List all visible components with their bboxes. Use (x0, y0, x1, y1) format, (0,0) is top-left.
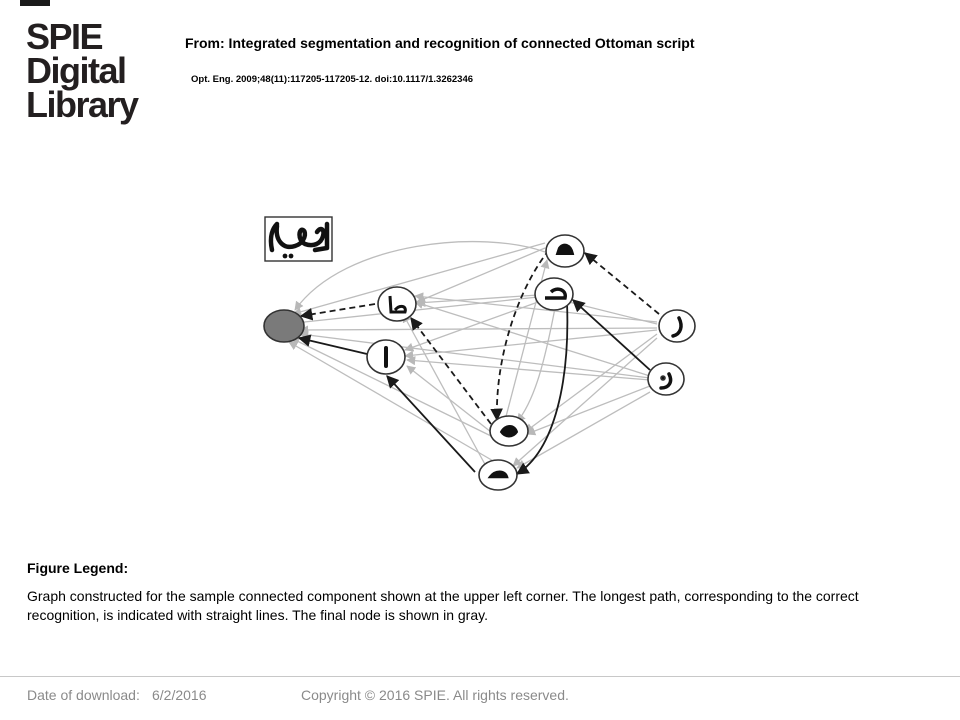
footer-divider (0, 676, 960, 677)
edge-gray (417, 248, 545, 302)
solid-edges (299, 300, 650, 474)
edge-solid (573, 300, 650, 370)
edge-dashed (585, 253, 659, 314)
edge-dashed (497, 250, 549, 420)
node (378, 287, 416, 321)
copyright-notice: Copyright © 2016 SPIE. All rights reserved. (301, 687, 569, 703)
edge-solid (517, 302, 567, 474)
node (535, 278, 573, 310)
corner-mark (20, 0, 50, 6)
figure-legend-heading: Figure Legend: (27, 560, 129, 576)
edge-gray (300, 334, 650, 378)
figure-caption: Graph constructed for the sample connected component shown at the upper left corner. The longest path, corresponding to the correct recognition, is indicated with straight lines. The final node is shown in gray. (27, 588, 859, 623)
final-node (264, 310, 304, 342)
download-date: 6/2/2016 (152, 687, 207, 703)
node (648, 363, 684, 395)
article-title: From: Integrated segmentation and recognition of connected Ottoman script (185, 35, 695, 51)
sample-component-inset (265, 217, 332, 261)
node (479, 460, 517, 490)
node (659, 310, 695, 342)
logo-line-2: Digital (26, 50, 126, 91)
edge-solid (387, 376, 475, 472)
logo-line-3: Library (26, 84, 138, 125)
edge-dashed (301, 304, 375, 316)
edge-solid (299, 338, 367, 354)
edge-gray (403, 314, 487, 468)
download-date-label: Date of download: (27, 687, 140, 703)
node (546, 235, 584, 267)
gray-edges (289, 242, 657, 468)
article-citation: Opt. Eng. 2009;48(11):117205-117205-12. doi:10.1117/1.3262346 (191, 74, 474, 85)
spie-digital-library-logo (26, 16, 156, 125)
figure-graph (255, 210, 705, 500)
node (367, 340, 405, 374)
logo-line-1: SPIE (26, 16, 103, 57)
node (490, 416, 528, 446)
edge-gray (525, 334, 657, 432)
